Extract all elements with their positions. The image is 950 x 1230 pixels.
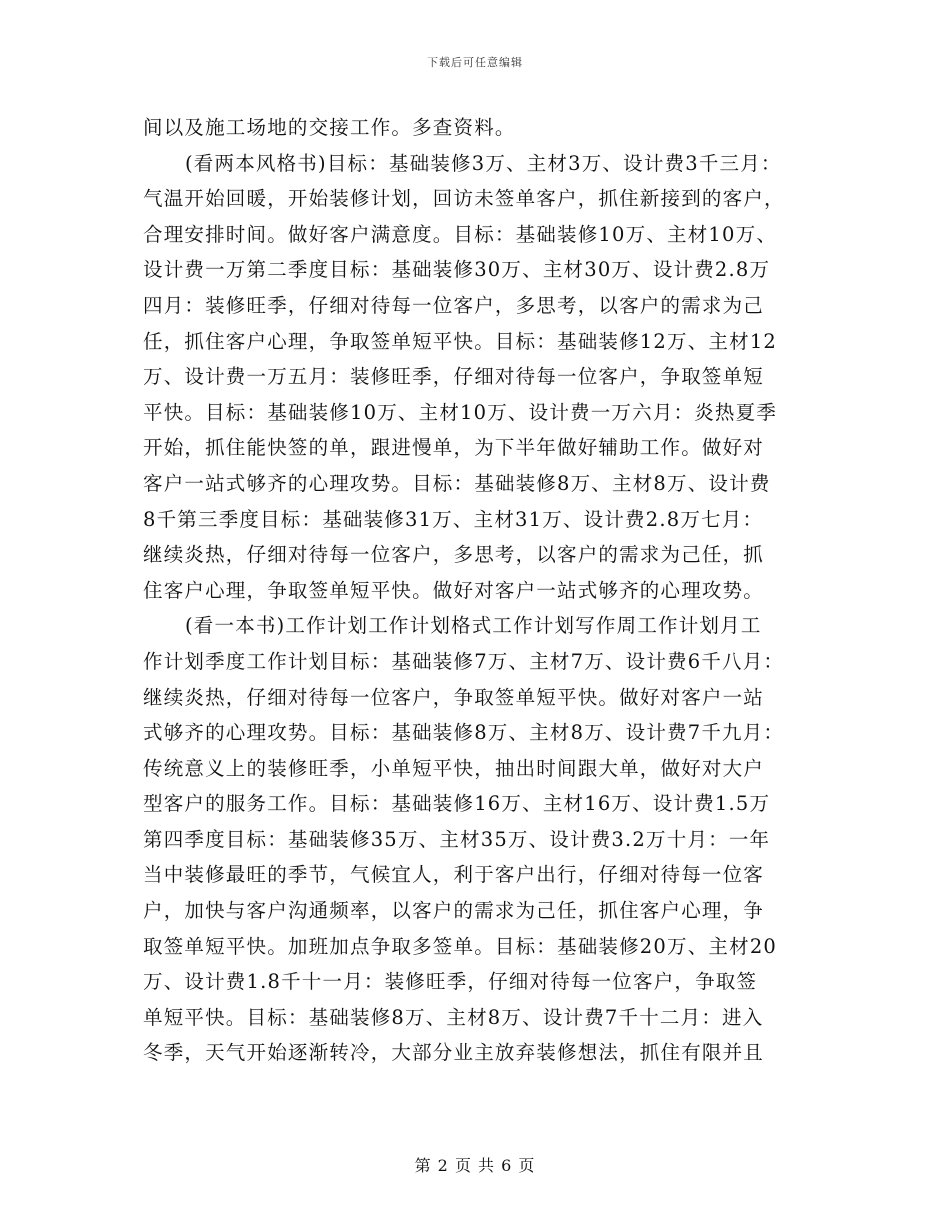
- paragraph-start-line: (看两本风格书)目标：基础装修3万、主材3万、设计费3千三月：: [185, 151, 782, 175]
- text-line: 传统意义上的装修旺季，小单短平快，抽出时间跟大单，做好对大户: [143, 756, 765, 780]
- text-line: 单短平快。目标：基础装修8万、主材8万、设计费7千十二月：进入: [143, 1005, 764, 1029]
- text-line: 8千第三季度目标：基础装修31万、主材31万、设计费2.8万七月：: [143, 507, 764, 531]
- text-line: 开始，抓住能快签的单，跟进慢单，为下半年做好辅助工作。做好对: [143, 436, 765, 460]
- page-header: 下载后可任意编辑: [427, 56, 523, 69]
- text-line: 间以及施工场地的交接工作。多查资料。: [143, 116, 516, 139]
- text-line: 式够齐的心理攻势。目标：基础装修8万、主材8万、设计费7千九月：: [143, 721, 785, 745]
- text-line: 客户一站式够齐的心理攻势。目标：基础装修8万、主材8万、设计费: [143, 471, 771, 495]
- text-line: 气温开始回暖，开始装修计划，回访未签单客户，抓住新接到的客户，: [143, 187, 785, 211]
- text-line: 住客户心理，争取签单短平快。做好对客户一站式够齐的心理攻势。: [143, 578, 765, 602]
- text-line: 继续炎热，仔细对待每一位客户，争取签单短平快。做好对客户一站: [143, 685, 765, 709]
- text-line: 型客户的服务工作。目标：基础装修16万、主材16万、设计费1.5万: [143, 792, 771, 816]
- page-number-footer: 第 2 页 共 6 页: [414, 1156, 536, 1175]
- text-line: 继续炎热，仔细对待每一位客户，多思考，以客户的需求为己任，抓: [143, 543, 765, 567]
- document-body: [143, 110, 823, 1071]
- text-line: 四月：装修旺季，仔细对待每一位客户，多思考，以客户的需求为己: [143, 293, 765, 317]
- text-line: 户，加快与客户沟通频率，以客户的需求为己任，抓住客户心理，争: [143, 899, 765, 923]
- text-line: 万、设计费一万五月：装修旺季，仔细对待每一位客户，争取签单短: [143, 365, 765, 389]
- text-line: 平快。目标：基础装修10万、主材10万、设计费一万六月：炎热夏季: [143, 400, 778, 424]
- text-line: 设计费一万第二季度目标：基础装修30万、主材30万、设计费2.8万: [143, 258, 771, 282]
- text-line: 作计划季度工作计划目标：基础装修7万、主材7万、设计费6千八月：: [143, 649, 785, 673]
- text-line: 万、设计费1.8千十一月：装修旺季，仔细对待每一位客户，争取签: [143, 970, 758, 994]
- paragraph-start-line: (看一本书)工作计划工作计划格式工作计划写作周工作计划月工: [185, 614, 762, 638]
- text-line: 任，抓住客户心理，争取签单短平快。目标：基础装修12万、主材12: [143, 329, 778, 353]
- text-line: 第四季度目标：基础装修35万、主材35万、设计费3.2万十月：一年: [143, 827, 771, 851]
- text-line: 当中装修最旺的季节，气候宜人，利于客户出行，仔细对待每一位客: [143, 863, 765, 887]
- text-line: 合理安排时间。做好客户满意度。目标：基础装修10万、主材10万、: [143, 222, 778, 246]
- text-line: 取签单短平快。加班加点争取多签单。目标：基础装修20万、主材20: [143, 934, 778, 958]
- text-line: 冬季，天气开始逐渐转冷，大部分业主放弃装修想法，抓住有限并且: [143, 1041, 765, 1065]
